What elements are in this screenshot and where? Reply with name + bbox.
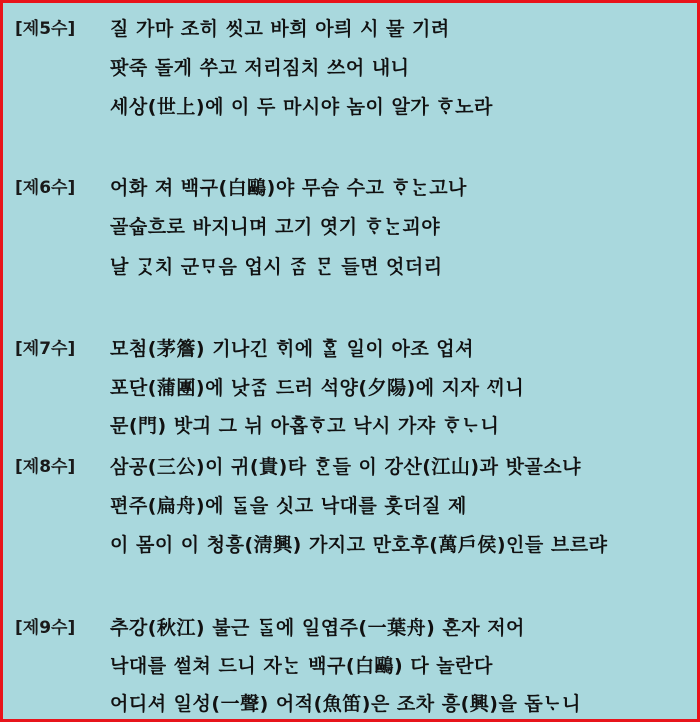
verse-line: 모첨(茅簷) 기나긴 ᄒᆡ에 ᄒᆞᆯ 일이 아조 업셔 <box>110 338 475 360</box>
verse-line: 어화 져 백구(白鷗)야 무슴 수고 ᄒᆞᄂᆞᆫ고나 <box>110 177 467 199</box>
verse-line: 삼공(三公)이 귀(貴)타 ᄒᆞᆫ들 이 강산(江山)과 밧골소냐 <box>110 456 581 478</box>
stanza-label: [제7수] <box>15 339 76 359</box>
verse-line: 팟죽 돌게 쑤고 저리짐치 쓰어 내니 <box>110 57 410 79</box>
stanza-label: [제6수] <box>15 178 76 198</box>
verse-line: 편주(扁舟)에 ᄃᆞᆯ을 싯고 낙대를 훗더질 제 <box>110 495 467 517</box>
stanza-label: [제5수] <box>15 19 76 39</box>
verse-line: 날 ᄀᆞᆺ치 군ᄆᆞ음 업시 ᄌᆞᆷ ᄆᆞᆫ 들면 엇더리 <box>110 256 443 278</box>
verse-line: 어디셔 일성(一聲) 어적(魚笛)은 조차 흥(興)을 돕ᄂᆞ니 <box>110 693 581 715</box>
verse-line: 세상(世上)에 이 두 마시야 놈이 알가 ᄒᆞ노라 <box>110 96 493 118</box>
verse-line: 추강(秋江) 불근 ᄃᆞᆯ에 일엽주(一葉舟) 혼자 저어 <box>110 617 525 639</box>
stanza-label: [제8수] <box>15 457 76 477</box>
verse-line: 이 몸이 이 청흥(淸興) 가지고 만호후(萬戶侯)인들 브르랴 <box>110 534 608 556</box>
stanza-label: [제9수] <box>15 618 76 638</box>
verse-line: 낙대를 썰쳐 드니 자ᄂᆞᆫ 백구(白鷗) 다 놀란다 <box>110 655 493 677</box>
verse-line: 포단(蒲團)에 낫ᄌᆞᆷ 드러 석양(夕陽)에 지자 ᄭᆡ니 <box>110 377 525 399</box>
verse-line: 질 가마 조히 씻고 바희 아릐 시 물 기려 <box>110 18 450 40</box>
verse-line: 골숩흐로 바지니며 고기 엿기 ᄒᆞᄂᆞᆫ괴야 <box>110 216 441 238</box>
verse-line: 문(門) 밧긔 그 뉘 아홉ᄒᆞ고 낙시 가쟈 ᄒᆞᄂᆞ니 <box>110 415 500 437</box>
